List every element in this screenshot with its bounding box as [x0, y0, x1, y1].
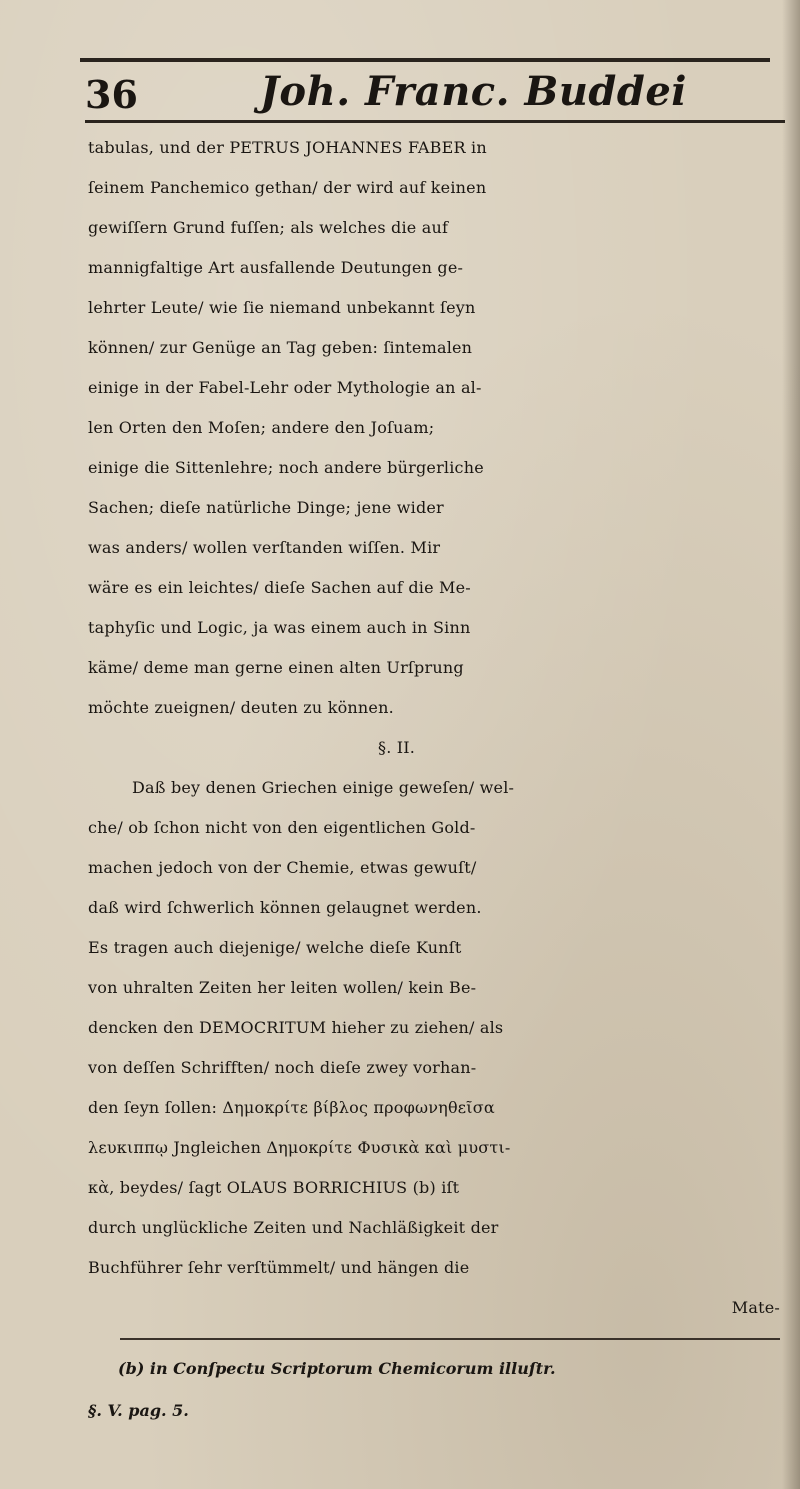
text-line: von uhralten Zeiten her leiten wollen/ kein Be- [88, 978, 477, 997]
text-line: dencken den DEMOCRITUM hieher zu ziehen/ als [88, 1018, 504, 1037]
text-line: tabulas, und der PETRUS JOHANNES FABER in [88, 138, 487, 157]
text-line: Daß bey denen Griechen einige geweſen/ wel- [132, 778, 515, 797]
text-line: ſeinem Panchemico gethan/ der wird auf keinen [88, 178, 487, 197]
footnote-line: §. V. pag. 5. [88, 1401, 189, 1420]
text-line: taphyſic und Logic, ja was einem auch in Sinn [88, 618, 471, 637]
text-line: λευκιππῳ Jngleichen Δημοκρίτε Φυσικὰ καὶ μυστι- [88, 1138, 511, 1157]
running-head: Joh. Franc. Buddei [260, 68, 687, 115]
body-text [88, 128, 788, 1328]
section-heading: §. II. [378, 738, 416, 757]
text-line: daß wird ſchwerlich können gelaugnet werden. [88, 898, 482, 917]
text-line: machen jedoch von der Chemie, etwas gewuſt/ [88, 858, 477, 877]
catchword: Mate- [731, 1298, 780, 1317]
header-rule [85, 120, 785, 123]
footnote-line: (b) in Conſpectu Scriptorum Chemicorum illuſtr. [118, 1359, 556, 1378]
text-line: mannigfaltige Art ausfallende Deutungen ge- [88, 258, 464, 277]
text-line: von deſſen Schrifften/ noch dieſe zwey vorhan- [88, 1058, 477, 1077]
page-number: 36 [85, 72, 138, 117]
text-line: wäre es ein leichtes/ dieſe Sachen auf die Me- [88, 578, 471, 597]
page-header [85, 62, 775, 122]
text-line: Es tragen auch diejenige/ welche dieſe Kunſt [88, 938, 462, 957]
text-line: Sachen; dieſe natürliche Dinge; jene wider [88, 498, 444, 517]
text-line: möchte zueignen/ deuten zu können. [88, 698, 394, 717]
text-line: den ſeyn ſollen: Δημοκρίτε βίβλος προφωνηθεῖσα [88, 1098, 495, 1117]
text-line: was anders/ wollen verſtanden wiſſen. Mir [88, 538, 441, 557]
footnote [88, 1348, 798, 1432]
text-line: lehrter Leute/ wie ſie niemand unbekannt ſeyn [88, 298, 476, 317]
text-line: einige die Sittenlehre; noch andere bürgerliche [88, 458, 484, 477]
text-line: durch unglückliche Zeiten und Nachläßigkeit der [88, 1218, 499, 1237]
text-line: len Orten den Moſen; andere den Joſuam; [88, 418, 435, 437]
footnote-rule [120, 1338, 780, 1340]
page-edge-shadow [782, 0, 800, 1489]
text-line: gewiſſern Grund fuſſen; als welches die auf [88, 218, 449, 237]
text-line: κὰ, beydes/ ſagt OLAUS BORRICHIUS (b) iſt [88, 1178, 460, 1197]
text-line: einige in der Fabel-Lehr oder Mythologie an al- [88, 378, 482, 397]
text-line: che/ ob ſchon nicht von den eigentlichen Gold- [88, 818, 476, 837]
text-line: käme/ deme man gerne einen alten Urſprung [88, 658, 464, 677]
text-line: können/ zur Genüge an Tag geben: ſintemalen [88, 338, 473, 357]
text-line: Buchführer ſehr verſtümmelt/ und hängen die [88, 1258, 470, 1277]
